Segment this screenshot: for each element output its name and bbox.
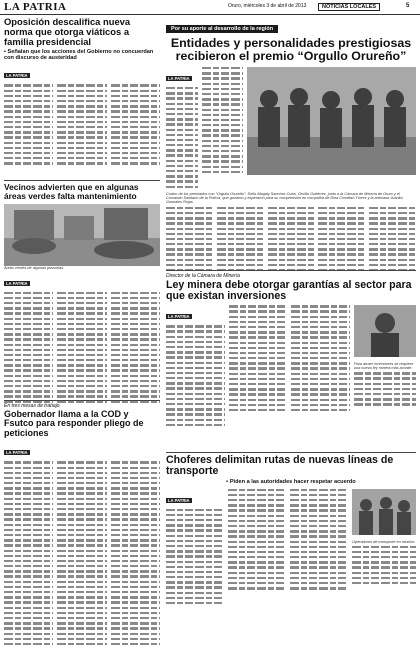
article-headline: Ley minera debe otorgar garantías al sector para que existan inversiones	[166, 279, 412, 303]
article-headline: Oposición descalifica nueva norma que otorga viáticos a familia presidencial	[4, 16, 131, 47]
article-body	[4, 461, 160, 651]
article-awards-content	[166, 67, 416, 191]
text-column	[166, 207, 213, 279]
article-governor	[4, 403, 160, 651]
divider	[4, 180, 160, 181]
article-bullet-text: Señalan que los acciones del Gobierno no concuerdan con discurso de austeridad	[4, 48, 154, 62]
text-column	[166, 509, 224, 605]
article-tag	[4, 64, 160, 82]
photo-caption: Áreas verdes de algunas plazuelas.	[4, 265, 65, 270]
photo-block	[352, 489, 416, 608]
photo-caption: Operadores de transporte en reunión.	[352, 539, 416, 544]
article-neighbors	[4, 183, 160, 412]
photo-mining	[354, 305, 416, 357]
divider	[4, 400, 160, 401]
divider	[166, 270, 416, 271]
article-body	[4, 292, 160, 412]
text-column	[4, 292, 53, 412]
article-lead	[166, 67, 198, 191]
text-column	[111, 84, 160, 176]
text-column	[202, 67, 244, 191]
article-headline: Choferes delimitan rutas de nuevas líneas de transporte	[166, 454, 394, 478]
issue-date: Oruro, miércoles 3 de abril de 2013	[228, 3, 307, 9]
article-headline: Gobernador llama a la COD y Fsutco para responder pliego de peticiones	[4, 409, 144, 438]
photo-drivers	[352, 489, 416, 535]
text-column	[290, 489, 348, 608]
article-mining-content	[166, 305, 416, 429]
text-column	[4, 461, 53, 651]
photo-green-areas	[4, 204, 160, 266]
divider	[166, 452, 416, 453]
article-lead	[166, 489, 224, 608]
article-bullet: ▪ Señalan que los acciones del Gobierno no concuerdan con discurso de austeridad	[4, 48, 154, 62]
text-column	[354, 372, 416, 406]
article-opposition	[4, 17, 160, 176]
article-kicker: Por su aporte al desarrollo de la región	[166, 25, 278, 33]
article-mining	[166, 273, 416, 429]
article-lead	[166, 305, 225, 429]
text-column	[166, 325, 225, 426]
source-tag: LA PATRIA	[6, 73, 28, 79]
newspaper-logo: LA PATRIA	[4, 1, 67, 13]
text-column	[352, 546, 416, 585]
text-column	[369, 207, 416, 279]
text-column	[57, 461, 106, 651]
text-column	[111, 292, 160, 412]
source-tag: LA PATRIA	[168, 497, 190, 503]
article-headline: Entidades y personalidades prestigiosas recibieron el premio “Orgullo Orureño”	[170, 36, 412, 64]
text-column	[57, 292, 106, 412]
text-column	[217, 207, 264, 279]
source-tag: LA PATRIA	[168, 314, 190, 320]
source-tag: LA PATRIA	[168, 76, 190, 82]
text-column	[111, 461, 160, 651]
article-body	[4, 84, 160, 176]
article-drivers	[166, 455, 416, 607]
text-column	[268, 207, 315, 279]
article-bullet-text: Piden a las autoridades hacer respetar acuerdo	[229, 479, 356, 486]
source-tag: LA PATRIA	[6, 280, 28, 286]
photo-caption: Para atraer inversiones se requiere una nueva ley minera más acorde.	[354, 362, 414, 371]
article-headline: Vecinos advierten que en algunas áreas verdes falta mantenimiento	[4, 182, 139, 201]
photo-caption: Cuatro de los premiados con “Orgullo Orureño”, Sofía Magaly Sanchez Cuba, Cecilio Gutiérrez, junto a la Cámara de Minería de Oruro y el Comando Sanitario de la Policía, que gozaron y esperaron para su comprensión en compañía de Dina Conditaó Tórrez y la artesana Juanita Gonzales Rojas.	[166, 191, 403, 204]
section-label: NOTICIAS LOCALES	[318, 3, 380, 11]
article-body	[166, 207, 416, 279]
page-number: 5	[406, 3, 410, 9]
text-column	[4, 84, 53, 176]
article-kicker: Director de la Cámara de Minería	[166, 273, 240, 279]
text-column	[166, 87, 198, 188]
source-tag: LA PATRIA	[6, 450, 28, 456]
article-awards	[166, 17, 416, 279]
photo-block	[354, 305, 416, 429]
article-bullet: ▪ Piden a las autoridades hacer respetar acuerdo	[226, 479, 356, 486]
text-column	[228, 489, 286, 608]
text-column	[291, 305, 350, 429]
photo-award-winners	[247, 67, 416, 175]
text-column	[229, 305, 288, 429]
text-column	[318, 207, 365, 279]
article-kicker: En tres mesas de trabajo	[4, 403, 60, 409]
text-column	[57, 84, 106, 176]
article-drivers-content	[166, 489, 416, 608]
